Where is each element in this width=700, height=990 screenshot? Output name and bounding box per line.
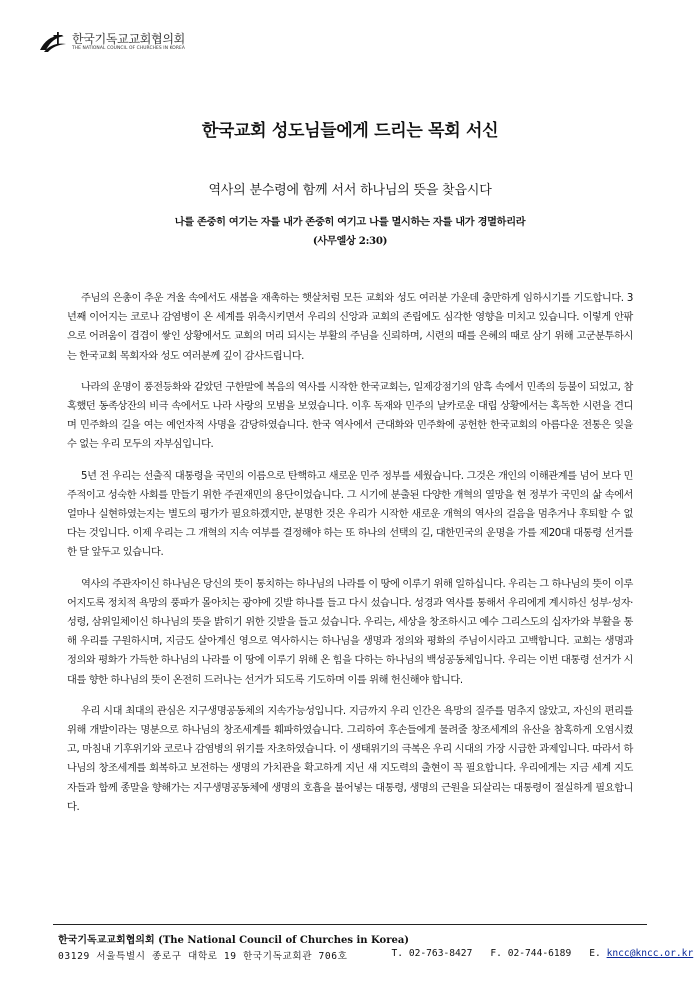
footer-contact [58, 948, 694, 962]
scripture-verse [0, 213, 700, 251]
paragraph-3: 5년 전 우리는 선출직 대통령을 국민의 이름으로 탄핵하고 새로운 민주 정부를 세웠습니다. 그것은 개인의 이해관계를 넘어 보다 민주적이고 성숙한 사회를 만들기 위한 주권재민의 용단이었습니다. 그 시기에 분출된 다양한 개혁의 열망을 현 정부가 국민의 삶 속에서 얼마나 실현하였는지는 별도의 평가가 필요하겠지만, 분명한 것은 우리가 시작한 새로운 개혁의 역사의 걸음을 멈추거나 후퇴할 수 없다는 것입니다. 이제 우리는 그 개혁의 지속 여부를 결정해야 하는 또 하나의 선택의 길, 대한민국의 운명을 가를 제20대 대통령 선거를 한 달 앞두고 있습니다. [67, 470, 633, 559]
footer-org-name: 한국기독교교회협의회 (The National Council of Churches in Korea) [58, 935, 410, 946]
org-name-ko: 한국기독교교회협의회 [72, 31, 185, 46]
verse-reference: (사무엘상 2:30) [312, 235, 388, 247]
paragraph-1: 주님의 은총이 추운 겨울 속에서도 새봄을 재촉하는 햇살처럼 모든 교회와 성도 여러분 가운데 충만하게 임하시기를 기도합니다. 3년째 이어지는 코로나 감염병이 온 세계를 위축시키면서 우리의 신앙과 교회의 존립에도 심각한 영향을 미치고 있습니다. 이렇게 안팎으로 어려움이 겹겹이 쌓인 상황에서도 교회의 머리 되시는 부활의 주님을 신뢰하며, 시련의 때를 은혜의 때로 삼기 위해 고군분투하시는 한국교회 목회자와 성도 여러분께 깊이 감사드립니다. [67, 293, 633, 362]
footer-divider [53, 924, 647, 925]
paragraph-2: 나라의 운명이 풍전등화와 같았던 구한말에 복음의 역사를 시작한 한국교회는, 일제강점기의 암흑 속에서 민족의 등불이 되었고, 참혹했던 동족상잔의 비극 속에서도 나라 사랑의 모범을 보였습니다. 이후 독재와 민주의 날카로운 대립 상황에서는 혹독한 시련을 견디며 민주화의 길을 여는 예언자적 사명을 감당하였습니다. 한국 역사에서 근대화와 민주화에 공헌한 한국교회의 아름다운 전통은 잊을 수 없는 우리 모두의 자부심입니다. [67, 381, 633, 451]
footer-email-link[interactable]: kncc@kncc.or.kr [606, 948, 694, 959]
paragraph-4: 역사의 주관자이신 하나님은 당신의 뜻이 통치하는 하나님의 나라를 이 땅에 이루기 위해 일하십니다. 우리는 그 하나님의 뜻이 이루어지도록 정치적 욕망의 풍파가 몰아치는 광야에 깃발 하나를 들고 다시 섰습니다. 성경과 역사를 통해서 우리에게 계시하신 성부·성자·성령, 삼위일체이신 하나님의 뜻을 밝히기 위한 깃발을 들고 섰습니다. 우리는, 세상을 창조하시고 예수 그리스도의 십자가와 부활을 통해 우리를 구원하시며, 지금도 살아계신 영으로 역사하시는 하나님을 생명과 정의와 평화의 주님이시라고 고백합니다. 교회는 생명과 정의와 평화가 가득한 하나님의 나라를 이 땅에 이루기 위해 온 힘을 다하는 하나님의 백성공동체입니다. 우리는 이번 대통령 선거가 시대를 향한 하나님의 뜻이 온전히 드러나는 선거가 되도록 기도하며 이를 위해 헌신해야 합니다. [67, 578, 633, 686]
org-name-en: THE NATIONAL COUNCIL OF CHURCHES IN KOREA [72, 45, 185, 51]
footer-phone: T. 02-763-8427 [391, 948, 473, 959]
paragraph-5: 우리 시대 최대의 관심은 지구생명공동체의 지속가능성입니다. 지금까지 우리 인간은 욕망의 질주를 멈추지 않았고, 자신의 편리를 위해 개발이라는 명분으로 하나님의 창조세계를 훼파하였습니다. 그리하여 후손들에게 물려줄 창조세계의 유산을 참혹하게 오염시켰고, 마침내 기후위기와 코로나 감염병의 위기를 자초하였습니다. 이 생태위기의 극복은 우리 시대의 가장 시급한 과제입니다. 따라서 하나님의 창조세계를 회복하고 보전하는 생명의 가치관을 확고하게 지닌 새 지도력의 출현이 꼭 필요합니다. 우리에게는 지금 세계 지도자들과 함께 종말을 향해가는 지구생명공동체에 생명의 호흡을 불어넣는 대통령, 생명의 근원을 되살리는 대통령이 절실하게 필요합니다. [67, 705, 633, 813]
footer-email-prefix: E. [589, 948, 601, 959]
letter-subtitle: 역사의 분수령에 함께 서서 하나님의 뜻을 찾읍시다 [208, 183, 492, 198]
verse-text: 나를 존중히 여기는 자를 내가 존중히 여기고 나를 멸시하는 자를 내가 경멸하리라 [174, 216, 526, 228]
kncc-logo-icon [38, 30, 68, 54]
letter-title: 한국교회 성도님들에게 드리는 목회 서신 [201, 121, 499, 141]
org-name-block [72, 33, 185, 51]
letter-body [67, 289, 633, 829]
footer-fax: F. 02-744-6189 [490, 948, 572, 959]
letterhead [38, 28, 185, 56]
footer-address: 03129 서울특별시 종로구 대학로 19 한국기독교회관 706호 [58, 951, 348, 962]
